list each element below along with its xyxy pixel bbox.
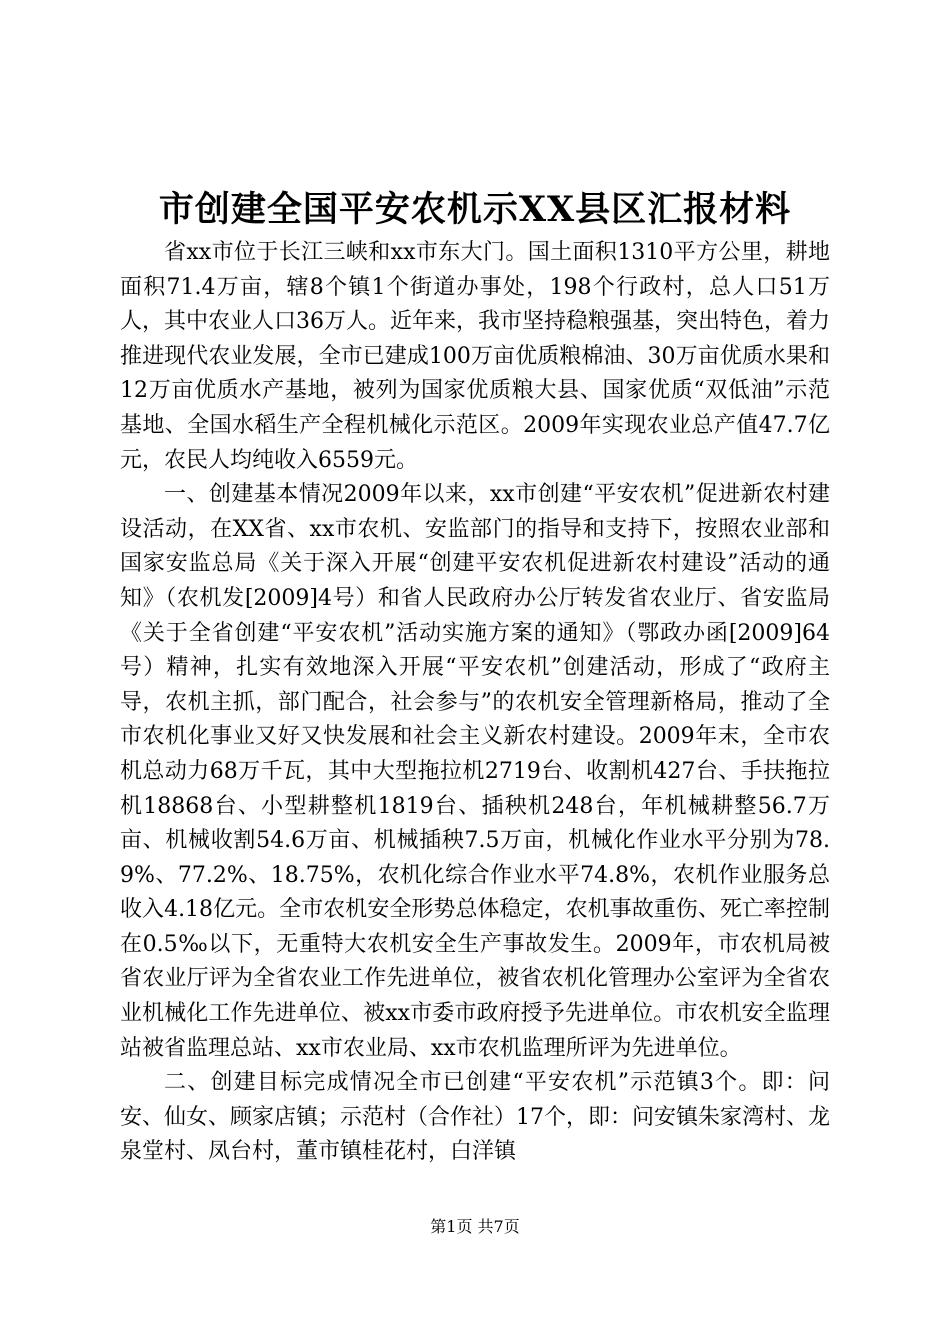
document-title: 市创建全国平安农机示XX县区汇报材料 [158, 189, 792, 230]
paragraph-basic-situation: 一、创建基本情况2009年以来，xx市创建“平安农机”促进新农村建设活动，在XX省、xx市农机、安监部门的指导和支持下，按照农业部和国家安监总局《关于深入开展“创建平安农机促进新农村建设”活动的通知》（农机发[2009]4号）和省人民政府办公厅转发省农业厅、省安监局《关于全省创建“平安农机”活动实施方案的通知》（鄂政办函[2009]64号）精神，扎实有效地深入开展“平安农机”创建活动，形成了“政府主导，农机主抓，部门配合，社会参与”的农机安全管理新格局，推动了全市农机化事业又好又快发展和社会主义新农村建设。2009年末，全市农机总动力68万千瓦，其中大型拖拉机2719台、收割机427台、手扶拖拉机18868台、小型耕整机1819台、插秧机248台，年机械耕整56.7万亩、机械收割54.6万亩、机械插秧7.5万亩，机械化作业水平分别为78.9%、77.2%、18.75%，农机化综合作业水平74.8%，农机作业服务总收入4.18亿元。全市农机安全形势总体稳定，农机事故重伤、死亡率控制在0.5‰以下，无重特大农机安全生产事故发生。2009年，市农机局被省农业厅评为全省农业工作先进单位，被省农机化管理办公室评为全省农业机械化工作先进单位、被xx市委市政府授予先进单位。市农机安全监理站被省监理总站、xx市农业局、xx市农机监理所评为先进单位。 [120, 482, 830, 1061]
page-number: 第1页 共7页 [430, 1217, 520, 1236]
document-body [120, 236, 830, 1170]
paragraph-intro: 省xx市位于长江三峡和xx市东大门。国土面积1310平方公里，耕地面积71.4万亩，辖8个镇1个街道办事处，198个行政村，总人口51万人，其中农业人口36万人。近年来，我市坚持稳粮强基，突出特色，着力推进现代农业发展，全市已建成100万亩优质粮棉油、30万亩优质水果和12万亩优质水产基地，被列为国家优质粮大县、国家优质“双低油”示范基地、全国水稻生产全程机械化示范区。2009年实现农业总产值47.7亿元，农民人均纯收入6559元。 [120, 240, 830, 473]
paragraph-targets: 二、创建目标完成情况全市已创建“平安农机”示范镇3个。即：问安、仙女、顾家店镇；示范村（合作社）17个，即：问安镇朱家湾村、龙泉堂村、凤台村，董市镇桂花村，白洋镇 [120, 1070, 830, 1165]
